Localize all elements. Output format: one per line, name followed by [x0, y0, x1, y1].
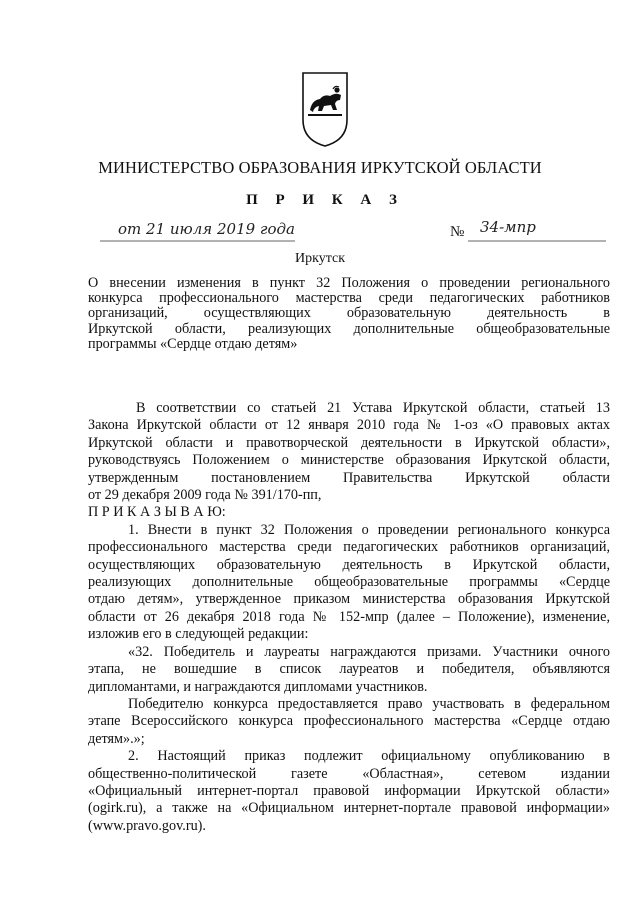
title-line: организаций, осуществляющих образовательную деятельность в: [88, 305, 610, 322]
preamble-line: утвержденным постановлением Правительства Иркутской области: [88, 469, 610, 486]
title-line: Иркутской области, реализующих дополнительные общеобразовательные: [88, 320, 610, 337]
preamble-line: руководствуясь Положением о министерстве образования Иркутской области,: [88, 452, 610, 469]
order-directive: П Р И К А З Ы В А Ю:: [88, 504, 226, 521]
number-field: [450, 218, 606, 244]
title-line: программы «Сердце отдаю детям»: [88, 335, 298, 352]
handwritten-date: от 21 июля 2019 года: [118, 220, 295, 238]
handwritten-number: 34-мпр: [480, 218, 536, 236]
coat-of-arms-emblem: [300, 70, 350, 148]
order-title: [88, 276, 610, 352]
title-line: конкурса профессионального мастерства среди педагогических работников: [88, 290, 610, 307]
item2-line: «Официальный интернет-портал правовой информации Иркутской области»: [88, 782, 610, 799]
quote-line: этапа, не вошедшие в список лауреатов и победителя, объявляются: [88, 661, 610, 678]
item1-line: 1. Внести в пункт 32 Положения о проведении регионального конкурса: [128, 521, 610, 538]
item1-line: осуществляющих образовательную деятельность в Иркутской области,: [88, 556, 610, 573]
preamble-line: В соответствии со статьей 21 Устава Иркутской области, статьей 13: [136, 400, 610, 416]
title-line: О внесении изменения в пункт 32 Положения о проведении регионального: [88, 275, 610, 291]
item1-line: отдаю детям», утвержденное приказом министерства образования Иркутской: [88, 591, 610, 608]
quote-line: «32. Победитель и лауреаты награждаются призами. Участники очного: [128, 643, 610, 660]
item2-line: 2. Настоящий приказ подлежит официальному опубликованию в: [128, 748, 610, 765]
date-underline: [100, 222, 295, 244]
preamble-line: Закона Иркутской области от 12 января 2010 года № 1-оз «О правовых актах: [88, 417, 610, 434]
winner-line: этапе Всероссийского конкурса профессионального мастерства «Сердце отдаю: [88, 713, 610, 730]
item2-line: (www.pravo.gov.ru).: [88, 817, 206, 834]
preamble-line: от 29 декабря 2009 года № 391/170-пп,: [88, 487, 322, 504]
ministry-name: МИНИСТЕРСТВО ОБРАЗОВАНИЯ ИРКУТСКОЙ ОБЛАСТИ: [98, 158, 542, 177]
order-heading: П Р И К А З: [246, 192, 404, 208]
city: Иркутск: [294, 251, 346, 266]
quote-line: дипломантами, и награждаются дипломами участников.: [88, 678, 428, 695]
item1-line: профессионального мастерства среди педагогических работников организаций,: [88, 539, 610, 556]
order-body: [88, 400, 610, 835]
date-field: [100, 222, 295, 244]
item1-line: реализующих дополнительные общеобразовательные программы «Сердце: [88, 574, 610, 591]
item1-line: изложив его в следующей редакции:: [88, 626, 309, 643]
item2-line: (ogirk.ru), а также на «Официальном интернет-портале правовой информации»: [88, 800, 610, 817]
preamble-line: Иркутской области и правотворческой деятельности в Иркутской области»,: [88, 434, 610, 451]
item2-line: общественно-политической газете «Областная», сетевом издании: [88, 765, 610, 782]
winner-line: детям».»;: [88, 730, 145, 747]
number-label: №: [450, 224, 465, 240]
item1-line: области от 26 декабря 2018 года № 152-мпр (далее – Положение), изменение,: [88, 608, 610, 625]
number-underline: [450, 222, 606, 244]
winner-line: Победителю конкурса предоставляется право участвовать в федеральном: [128, 695, 610, 712]
